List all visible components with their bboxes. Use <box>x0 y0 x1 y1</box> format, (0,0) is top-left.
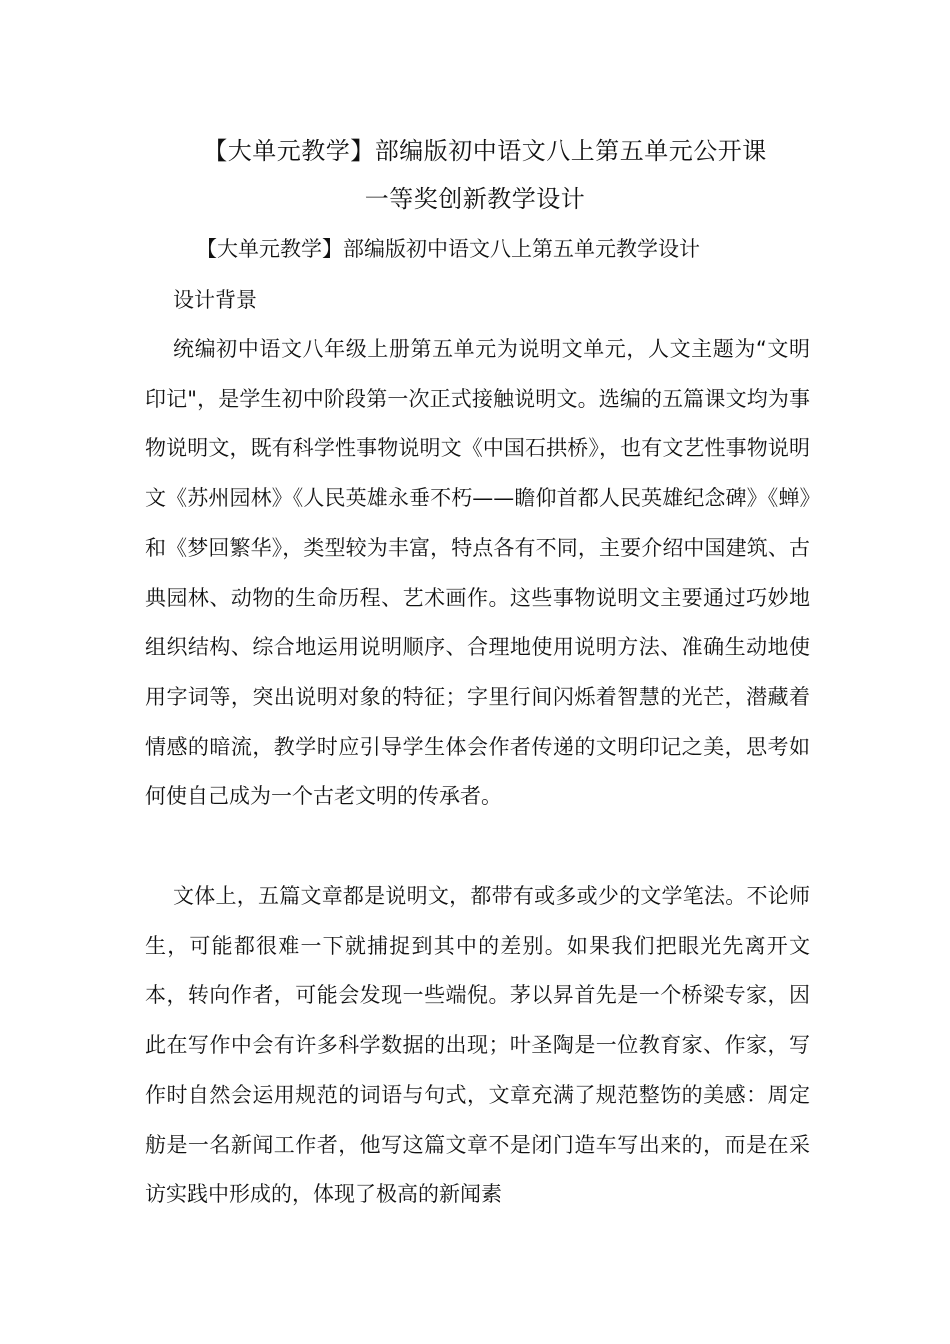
document-subtitle: 【大单元教学】部编版初中语文八上第五单元教学设计 <box>196 237 700 261</box>
document-title-line-2: 一等奖创新教学设计 <box>364 185 586 213</box>
section-heading: 设计背景 <box>173 288 257 312</box>
document-title-line-1: 【大单元教学】部编版初中语文八上第五单元公开课 <box>203 137 767 165</box>
body-paragraph-2: 文体上，五篇文章都是说明文，都带有或多或少的文学笔法。不论师生，可能都很难一下就捕捉到其中的差别。如果我们把眼光先离开文本，转向作者，可能会发现一些端倪。茅以昇首先是一个桥梁专家，因此在写作中会有许多科学数据的出现；叶圣陶是一位教育家、作家，写作时自然会运用规范的词语与句式，文章充满了规范整饬的美感：周定舫是一名新闻工作者，他写这篇文章不是闭门造车写出来的，而是在采访实践中形成的，体现了极高的新闻素 <box>145 884 810 1207</box>
body-paragraph-1: 统编初中语文八年级上册第五单元为说明文单元，人文主题为“文明印记"，是学生初中阶段第一次正式接触说明文。选编的五篇课文均为事物说明文，既有科学性事物说明文《中国石拱桥》，也有文艺性事物说明文《苏州园林》《人民英雄永垂不朽——瞻仰首都人民英雄纪念碑》《蝉》和《梦回繁华》，类型较为丰富，特点各有不同，主要介绍中国建筑、古典园林、动物的生命历程、艺术画作。这些事物说明文主要通过巧妙地组织结构、综合地运用说明顺序、合理地使用说明方法、准确生动地使用字词等，突出说明对象的特征；字里行间闪烁着智慧的光芒，潜藏着情感的暗流，教学时应引导学生体会作者传递的文明印记之美，思考如何使自己成为一个古老文明的传承者。 <box>145 337 810 809</box>
